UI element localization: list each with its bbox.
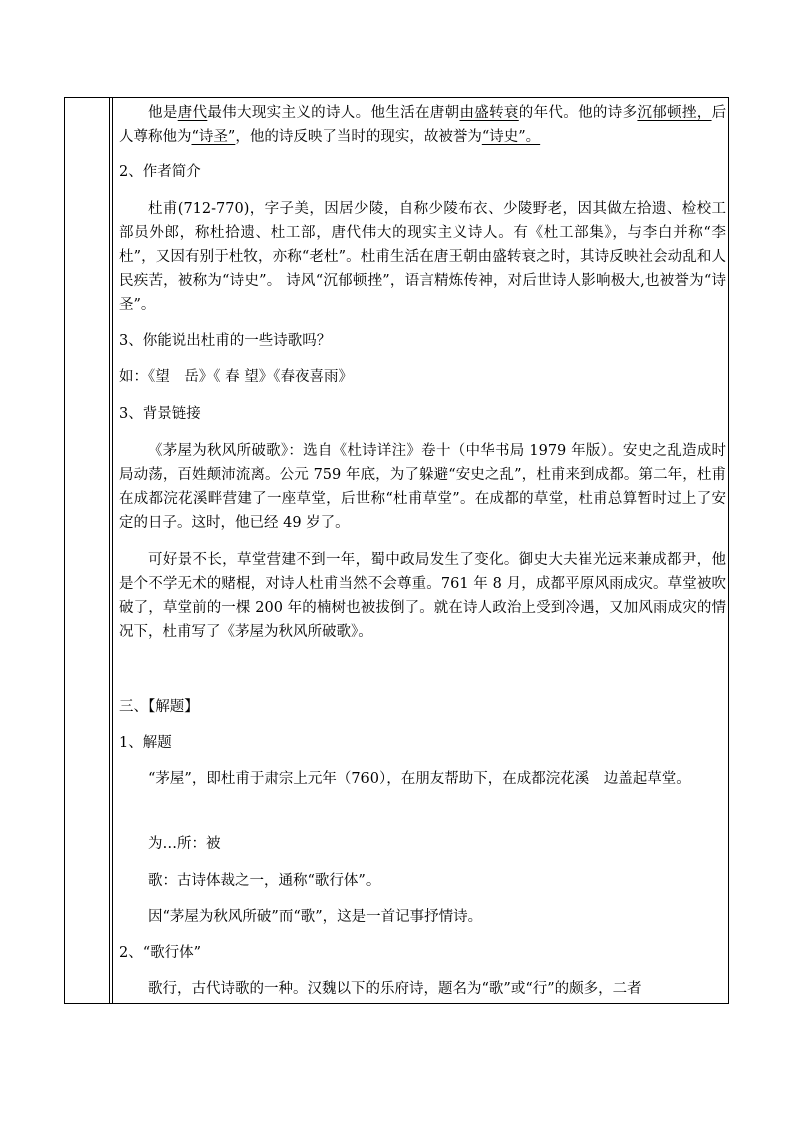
underlined-term: 由盛转衰 <box>459 105 519 121</box>
table-left-column <box>65 98 110 1003</box>
table-content-cell <box>119 98 726 1003</box>
underlined-term: “诗圣” <box>191 129 236 145</box>
section-heading: 2、“歌行体” <box>119 945 202 961</box>
section-heading: 3、背景链接 <box>119 406 201 422</box>
jieti-paragraph: “茅屋”，即杜甫于肃宗上元年（760），在朋友帮助下，在成都浣花溪 边盖起草堂。 <box>148 771 691 787</box>
lesson-table <box>64 97 729 1004</box>
intro-paragraph: 他是唐代最伟大现实主义的诗人。他生活在唐朝由盛转衰的年代。他的诗多沉郁顿挫，后人尊称他为“诗圣”，他的诗反映了当时的现实，故被誉为“诗史”。 <box>119 105 727 145</box>
author-paragraph: 杜甫(712-770)，字子美，因居少陵，自称少陵布衣、少陵野老，因其做左拾遗、检校工部员外郎，称杜拾遗、杜工部，唐代伟大的现实主义诗人。有《杜工部集》，与李白并称“李杜”，又因有别于杜牧，亦称“老杜”。杜甫生活在唐王朝由盛转衰之时，其诗反映社会动乱和人民疾苦，被称为“诗史”。 诗风“沉郁顿挫”，语言精炼传神，对后世诗人影响极大,也被誉为“诗圣”。 <box>119 201 726 313</box>
background-paragraph: 可好景不长，草堂营建不到一年，蜀中政局发生了变化。御史大夫崔光远来兼成都尹，他是个不学无术的赌棍，对诗人杜甫当然不会尊重。761 年 8 月，成都平原风雨成灾。草堂被吹破了，草堂前的一棵 200 年的楠树也被拔倒了。就在诗人政治上受到冷遇，又加风雨成灾的情况下，杜甫写了《茅屋为秋风所破歌》。 <box>119 552 726 640</box>
section-heading: 2、作者简介 <box>119 164 201 180</box>
background-paragraph: 《茅屋为秋风所破歌》：选自《杜诗详注》卷十（中华书局 1979 年版）。安史之乱造成时局动荡，百姓颠沛流离。公元 759 年底，为了躲避“安史之乱”，杜甫来到成都。第二年，杜甫在成都浣花溪畔营建了一座草堂，后世称“杜甫草堂”。在成都的草堂，杜甫总算暂时过上了安定的日子。这时，他已经 49 岁了。 <box>119 443 726 531</box>
section-heading: 3、你能说出杜甫的一些诗歌吗？ <box>119 333 332 349</box>
poem-examples: 如：《望 岳》《 春 望》《春夜喜雨》 <box>119 369 353 385</box>
definition-line: 歌：古诗体裁之一，通称“歌行体”。 <box>148 873 381 889</box>
gexing-paragraph: 歌行，古代诗歌的一种。汉魏以下的乐府诗，题名为“歌”或“行”的颇多，二者 <box>148 981 642 997</box>
table-narrow-column <box>110 98 113 1003</box>
section-heading: 1、解题 <box>119 735 172 751</box>
underlined-term: 沉郁顿挫， <box>637 105 712 121</box>
section-heading: 三、【解题】 <box>119 699 199 715</box>
definition-line: 因“茅屋为秋风所破”而“歌”，这是一首记事抒情诗。 <box>148 909 483 925</box>
definition-line: 为…所：被 <box>148 836 221 852</box>
underlined-term: 唐代 <box>177 105 208 121</box>
underlined-term: “诗史”。 <box>481 129 541 145</box>
